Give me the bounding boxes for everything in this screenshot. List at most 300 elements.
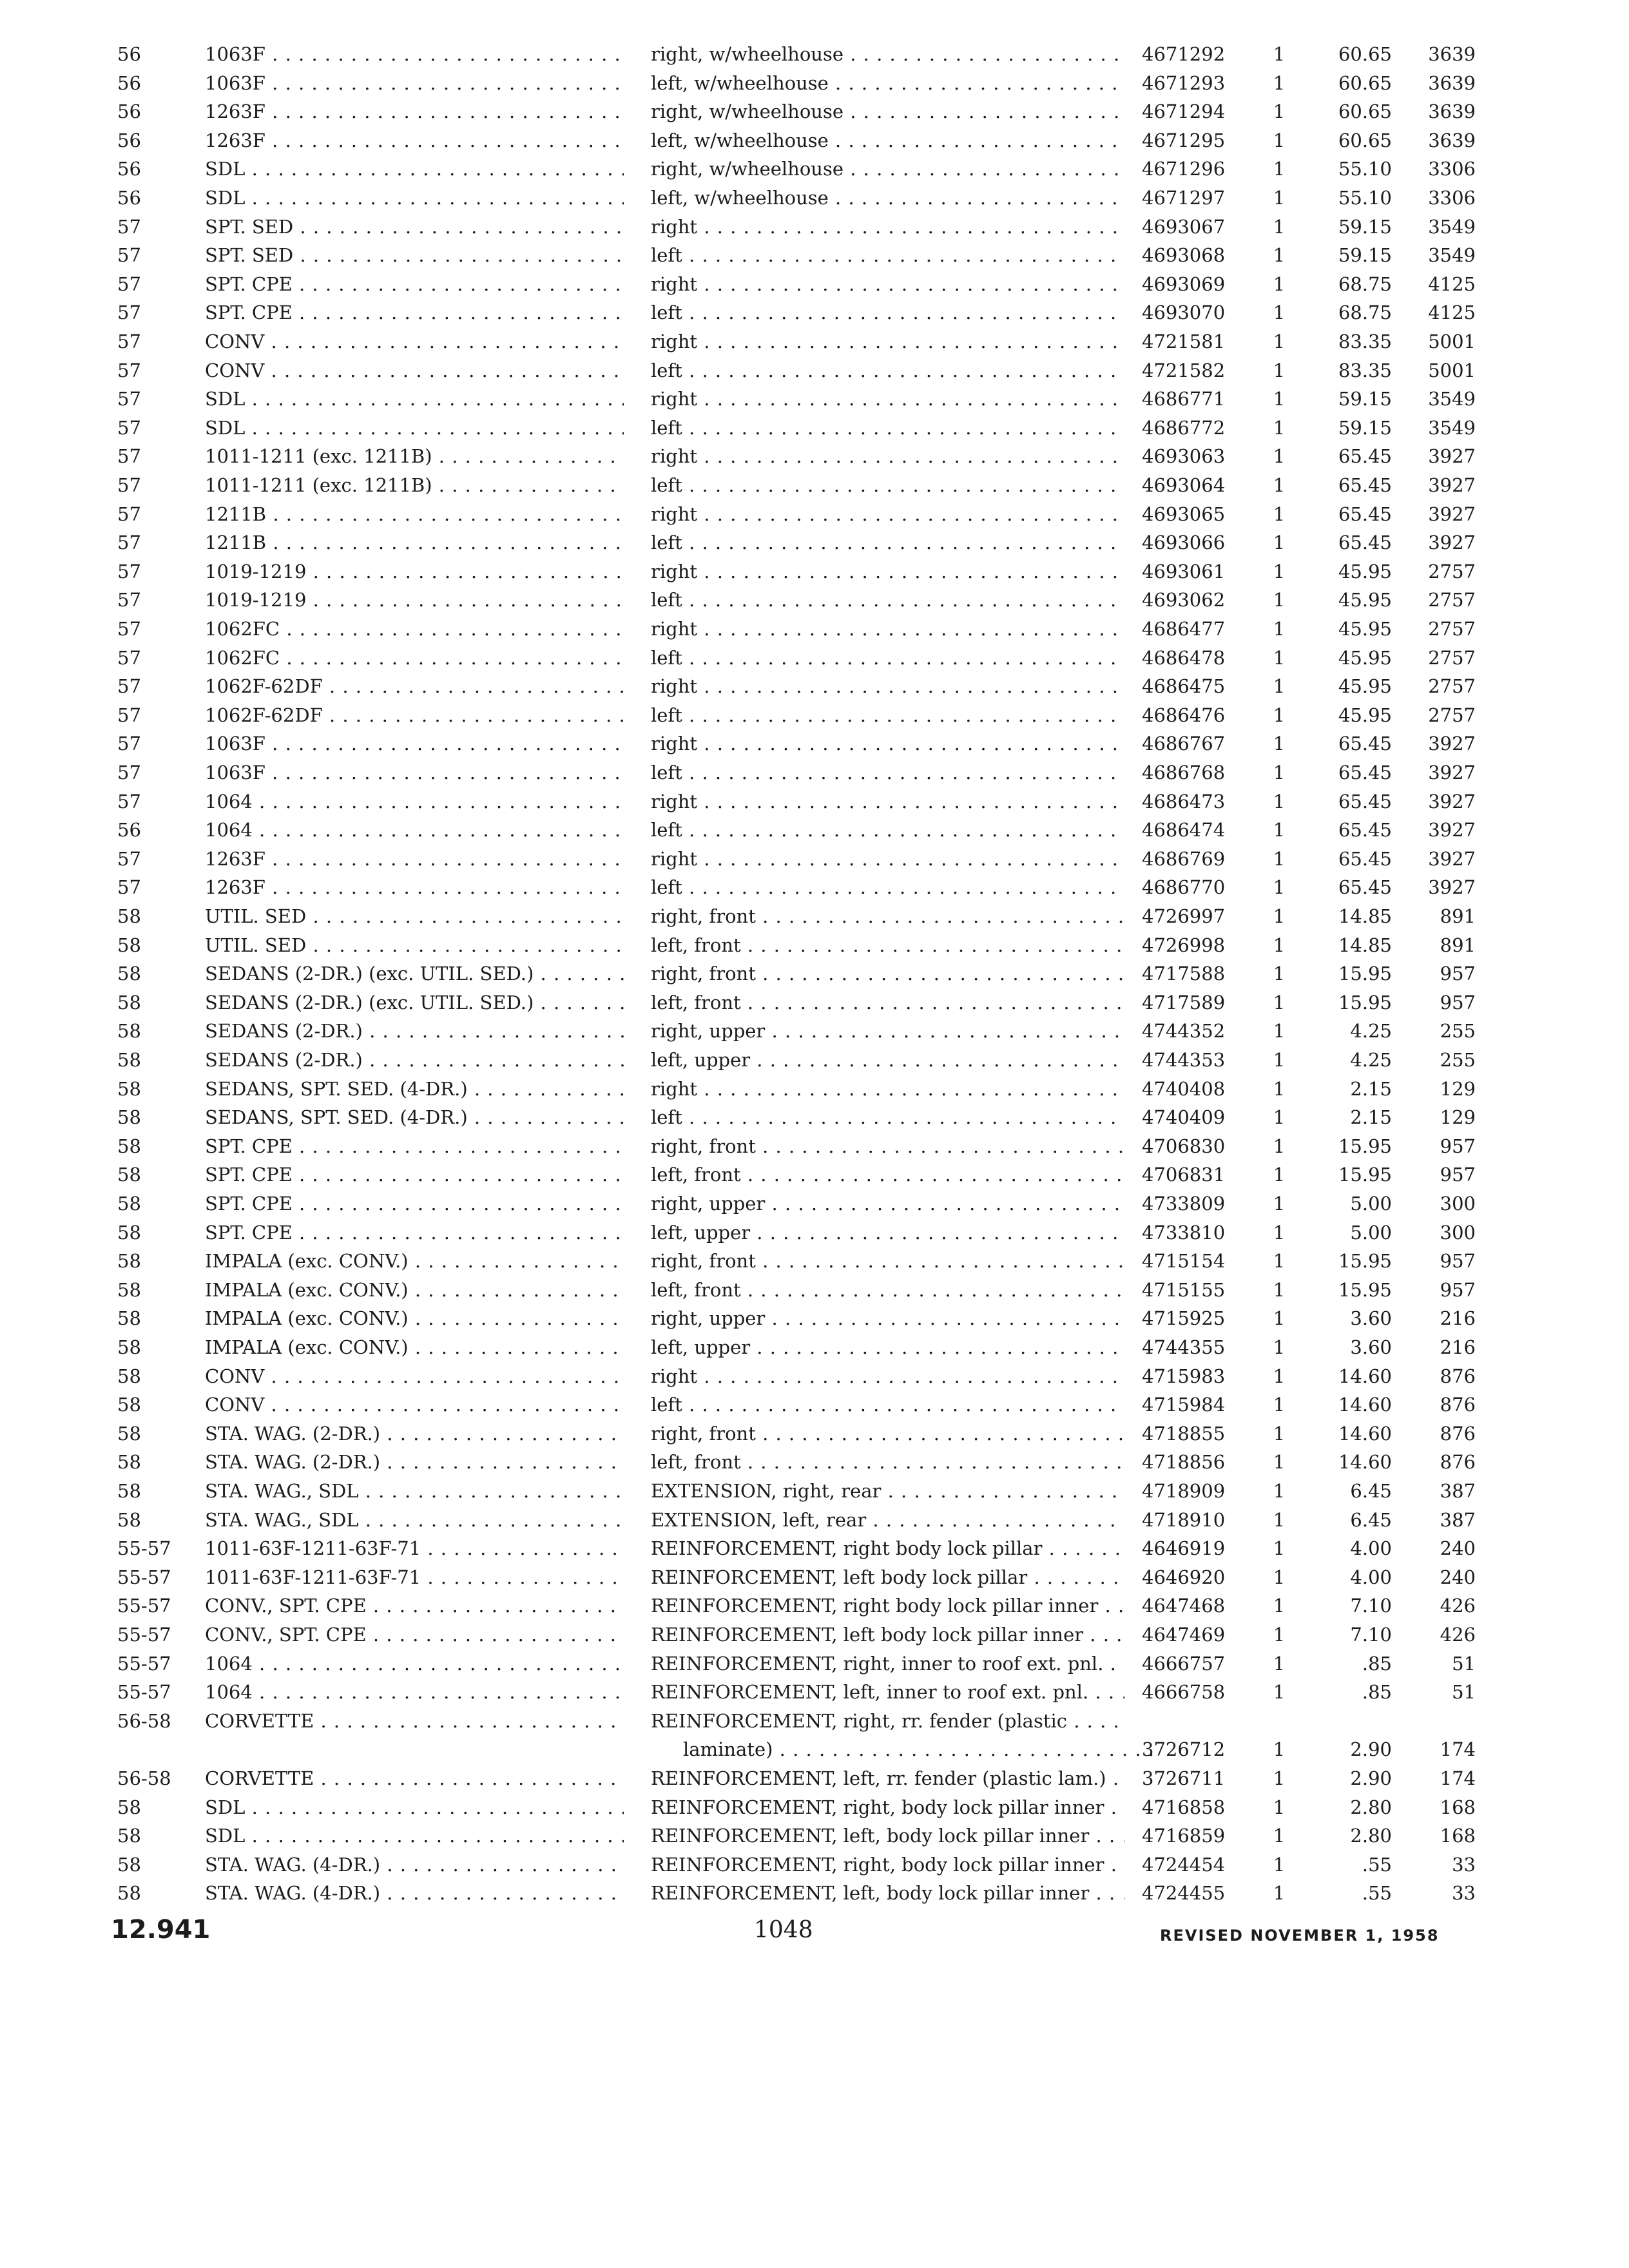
- part-number-cell: 4693066: [1142, 532, 1226, 554]
- quantity-cell: 1: [1273, 675, 1286, 698]
- model-cell: CONV., SPT. CPE . . .: [205, 1620, 624, 1649]
- quantity-cell: 1: [1273, 532, 1286, 554]
- table-row: [0, 1132, 1629, 1160]
- description-cell: right . . .: [651, 787, 1124, 816]
- model-cell: 1011-63F-1211-63F-71 . . .: [205, 1563, 624, 1591]
- description-cell: left . . .: [651, 471, 1124, 499]
- code-cell: 957: [1440, 1250, 1476, 1273]
- quantity-cell: 1: [1273, 1595, 1286, 1617]
- description-cell: left . . .: [651, 414, 1124, 442]
- table-row: [0, 528, 1629, 557]
- code-cell: 168: [1440, 1796, 1476, 1818]
- price-cell: 65.45: [1338, 474, 1392, 496]
- quantity-cell: 1: [1273, 503, 1286, 525]
- code-cell: 957: [1440, 991, 1476, 1014]
- year-cell: 56: [117, 187, 141, 209]
- quantity-cell: 1: [1273, 1193, 1286, 1215]
- model-cell: IMPALA (exc. CONV.) . . .: [205, 1304, 624, 1332]
- year-cell: 56: [117, 101, 141, 123]
- price-cell: 83.35: [1338, 331, 1392, 352]
- code-cell: 3927: [1428, 847, 1476, 870]
- table-row: [0, 69, 1629, 97]
- part-number-cell: 4717589: [1142, 991, 1226, 1014]
- table-row: [0, 1276, 1629, 1304]
- year-cell: 58: [117, 1077, 141, 1100]
- model-cell: 1019-1219 . . .: [205, 557, 624, 586]
- quantity-cell: 1: [1273, 416, 1286, 439]
- model-cell: 1263F . . .: [205, 845, 624, 873]
- year-cell: 57: [117, 618, 141, 640]
- price-cell: 2.15: [1350, 1106, 1392, 1129]
- model-cell: 1064 . . .: [205, 1649, 624, 1678]
- price-cell: .85: [1362, 1652, 1392, 1675]
- model-cell: CORVETTE . . .: [205, 1707, 624, 1735]
- code-cell: 3639: [1428, 43, 1476, 65]
- model-cell: 1062FC . . .: [205, 615, 624, 643]
- part-number-cell: 4706831: [1142, 1164, 1226, 1186]
- table-row: [0, 97, 1629, 126]
- quantity-cell: 1: [1273, 963, 1286, 985]
- quantity-cell: 1: [1273, 474, 1286, 496]
- quantity-cell: 1: [1273, 1135, 1286, 1157]
- part-number-cell: 4671293: [1142, 72, 1226, 94]
- year-cell: 58: [117, 1451, 141, 1474]
- year-cell: 58: [117, 1394, 141, 1416]
- part-number-cell: 4715925: [1142, 1307, 1226, 1330]
- year-cell: 57: [117, 790, 141, 812]
- price-cell: 45.95: [1338, 589, 1392, 611]
- price-cell: 65.45: [1338, 876, 1392, 899]
- table-row: [0, 241, 1629, 269]
- quantity-cell: 1: [1273, 43, 1286, 65]
- quantity-cell: 1: [1273, 273, 1286, 295]
- table-row: [0, 385, 1629, 413]
- year-cell: 57: [117, 646, 141, 669]
- code-cell: 891: [1440, 934, 1476, 956]
- price-cell: 65.45: [1338, 819, 1392, 841]
- description-cell: REINFORCEMENT, left, body lock pillar inner . . .: [651, 1879, 1124, 1907]
- price-cell: 60.65: [1338, 72, 1392, 94]
- quantity-cell: 1: [1273, 1624, 1286, 1646]
- code-cell: 957: [1440, 1135, 1476, 1157]
- part-number-cell: 4715154: [1142, 1250, 1226, 1273]
- year-cell: 56-58: [117, 1767, 171, 1789]
- description-cell: left . . .: [651, 356, 1124, 385]
- code-cell: 216: [1440, 1307, 1476, 1330]
- code-cell: 2757: [1428, 646, 1476, 669]
- model-cell: 1263F . . .: [205, 97, 624, 126]
- description-cell: right, upper . . .: [651, 1304, 1124, 1332]
- year-cell: 55-57: [117, 1652, 171, 1675]
- code-cell: 174: [1440, 1767, 1476, 1789]
- description-cell: left, front . . .: [651, 1276, 1124, 1304]
- price-cell: 14.60: [1338, 1451, 1392, 1474]
- price-cell: 3.60: [1350, 1336, 1392, 1358]
- quantity-cell: 1: [1273, 1882, 1286, 1905]
- table-row: [0, 40, 1629, 68]
- table-row: [0, 298, 1629, 327]
- description-cell: left . . .: [651, 758, 1124, 787]
- description-cell: right . . .: [651, 442, 1124, 470]
- model-cell: CORVETTE . . .: [205, 1764, 624, 1792]
- table-row: [0, 816, 1629, 844]
- year-cell: 57: [117, 675, 141, 698]
- part-number-cell: 4718910: [1142, 1508, 1226, 1531]
- model-cell: IMPALA (exc. CONV.) . . .: [205, 1276, 624, 1304]
- table-row: [0, 787, 1629, 816]
- year-cell: 58: [117, 905, 141, 927]
- table-row: [0, 1850, 1629, 1879]
- part-number-cell: 4686478: [1142, 646, 1226, 669]
- year-cell: 58: [117, 1164, 141, 1186]
- year-cell: 58: [117, 1307, 141, 1330]
- part-number-cell: 3726711: [1142, 1767, 1226, 1789]
- code-cell: 3927: [1428, 733, 1476, 755]
- table-row: [0, 1419, 1629, 1448]
- year-cell: 56: [117, 129, 141, 151]
- quantity-cell: 1: [1273, 847, 1286, 870]
- description-cell: REINFORCEMENT, right body lock pillar . . .: [651, 1534, 1124, 1562]
- price-cell: 60.65: [1338, 43, 1392, 65]
- part-number-cell: 4686771: [1142, 388, 1226, 410]
- model-cell: CONV., SPT. CPE . . .: [205, 1591, 624, 1620]
- model-cell: SDL . . .: [205, 184, 624, 212]
- description-cell: REINFORCEMENT, left, body lock pillar inner . . .: [651, 1821, 1124, 1850]
- table-row: [0, 1793, 1629, 1821]
- quantity-cell: 1: [1273, 129, 1286, 151]
- year-cell: 57: [117, 589, 141, 611]
- model-cell: UTIL. SED . . .: [205, 902, 624, 930]
- model-cell: 1063F . . .: [205, 69, 624, 97]
- table-row: [0, 184, 1629, 212]
- price-cell: 83.35: [1338, 359, 1392, 381]
- quantity-cell: 1: [1273, 1537, 1286, 1560]
- year-cell: 57: [117, 474, 141, 496]
- part-number-cell: 4686476: [1142, 704, 1226, 726]
- code-cell: 3927: [1428, 445, 1476, 468]
- page-number: 1048: [754, 1917, 813, 1943]
- code-cell: 876: [1440, 1365, 1476, 1387]
- quantity-cell: 1: [1273, 762, 1286, 783]
- price-cell: 60.65: [1338, 129, 1392, 151]
- price-cell: 68.75: [1338, 273, 1392, 295]
- code-cell: 3549: [1428, 215, 1476, 238]
- code-cell: 2757: [1428, 618, 1476, 640]
- code-cell: 2757: [1428, 589, 1476, 611]
- price-cell: 6.45: [1350, 1508, 1392, 1531]
- price-cell: 68.75: [1338, 302, 1392, 324]
- price-cell: 2.90: [1350, 1767, 1392, 1789]
- part-number-cell: 3726712: [1142, 1738, 1226, 1761]
- quantity-cell: 1: [1273, 560, 1286, 582]
- description-cell: right . . .: [651, 270, 1124, 298]
- code-cell: 3639: [1428, 129, 1476, 151]
- year-cell: 58: [117, 1336, 141, 1358]
- price-cell: 45.95: [1338, 646, 1392, 669]
- part-number-cell: 4646919: [1142, 1537, 1226, 1560]
- price-cell: 45.95: [1338, 675, 1392, 698]
- part-number-cell: 4721582: [1142, 359, 1226, 381]
- quantity-cell: 1: [1273, 1652, 1286, 1675]
- description-cell: right, w/wheelhouse . . .: [651, 97, 1124, 126]
- table-row: [0, 1620, 1629, 1649]
- quantity-cell: 1: [1273, 1336, 1286, 1358]
- part-number-cell: 4686769: [1142, 847, 1226, 870]
- year-cell: 58: [117, 1365, 141, 1387]
- quantity-cell: 1: [1273, 1106, 1286, 1129]
- model-cell: STA. WAG. (2-DR.) . . .: [205, 1419, 624, 1448]
- description-cell: left, w/wheelhouse . . .: [651, 126, 1124, 155]
- description-cell: right . . .: [651, 1362, 1124, 1390]
- model-cell: 1062F-62DF . . .: [205, 701, 624, 729]
- year-cell: 57: [117, 416, 141, 439]
- description-cell: left, front . . .: [651, 988, 1124, 1017]
- part-number-cell: 4693067: [1142, 215, 1226, 238]
- code-cell: 255: [1440, 1020, 1476, 1043]
- table-row: [0, 758, 1629, 787]
- year-cell: 58: [117, 1250, 141, 1273]
- quantity-cell: 1: [1273, 1221, 1286, 1244]
- price-cell: 14.60: [1338, 1422, 1392, 1445]
- price-cell: 59.15: [1338, 244, 1392, 267]
- model-cell: 1064 . . .: [205, 787, 624, 816]
- year-cell: 57: [117, 215, 141, 238]
- description-cell: REINFORCEMENT, right body lock pillar inner . . .: [651, 1591, 1124, 1620]
- table-row: [0, 1103, 1629, 1131]
- part-number-cell: 4724455: [1142, 1882, 1226, 1905]
- model-cell: SPT. CPE . . .: [205, 1132, 624, 1160]
- price-cell: 15.95: [1338, 1250, 1392, 1273]
- table-row: [0, 356, 1629, 385]
- code-cell: 3306: [1428, 158, 1476, 180]
- part-number-cell: 4686768: [1142, 762, 1226, 783]
- code-cell: 255: [1440, 1049, 1476, 1071]
- year-cell: 57: [117, 560, 141, 582]
- part-number-cell: 4693064: [1142, 474, 1226, 496]
- year-cell: 57: [117, 331, 141, 352]
- code-cell: 174: [1440, 1738, 1476, 1761]
- quantity-cell: 1: [1273, 733, 1286, 755]
- price-cell: 15.95: [1338, 963, 1392, 985]
- code-cell: 300: [1440, 1193, 1476, 1215]
- code-cell: 3927: [1428, 876, 1476, 899]
- model-cell: 1263F . . .: [205, 873, 624, 901]
- description-cell: left . . .: [651, 241, 1124, 269]
- code-cell: 891: [1440, 905, 1476, 927]
- price-cell: 5.00: [1350, 1193, 1392, 1215]
- year-cell: 58: [117, 1106, 141, 1129]
- price-cell: 3.60: [1350, 1307, 1392, 1330]
- model-cell: 1063F . . .: [205, 729, 624, 758]
- quantity-cell: 1: [1273, 101, 1286, 123]
- price-cell: 45.95: [1338, 560, 1392, 582]
- table-row: [0, 672, 1629, 700]
- price-cell: 65.45: [1338, 445, 1392, 468]
- year-cell: 58: [117, 1825, 141, 1847]
- year-cell: 57: [117, 359, 141, 381]
- year-cell: 58: [117, 1049, 141, 1071]
- description-cell: left . . .: [651, 1390, 1124, 1419]
- table-row: [0, 729, 1629, 758]
- part-number-cell: 4647469: [1142, 1624, 1226, 1646]
- code-cell: 51: [1452, 1681, 1476, 1704]
- description-cell: right . . .: [651, 672, 1124, 700]
- description-cell: REINFORCEMENT, right, inner to roof ext. pnl. . . .: [651, 1649, 1124, 1678]
- model-cell: UTIL. SED . . .: [205, 931, 624, 959]
- table-row: [0, 615, 1629, 643]
- table-row: [0, 1678, 1629, 1706]
- price-cell: 7.10: [1350, 1624, 1392, 1646]
- price-cell: .55: [1362, 1853, 1392, 1876]
- table-row: [0, 1390, 1629, 1419]
- year-cell: 57: [117, 762, 141, 783]
- quantity-cell: 1: [1273, 876, 1286, 899]
- price-cell: 2.80: [1350, 1825, 1392, 1847]
- price-cell: 15.95: [1338, 1278, 1392, 1301]
- price-cell: 15.95: [1338, 1135, 1392, 1157]
- model-cell: CONV . . .: [205, 1362, 624, 1390]
- year-cell: 58: [117, 963, 141, 985]
- price-cell: 65.45: [1338, 503, 1392, 525]
- description-cell: right, upper . . .: [651, 1017, 1124, 1045]
- quantity-cell: 1: [1273, 1077, 1286, 1100]
- model-cell: SEDANS (2-DR.) (exc. UTIL. SED.) . . .: [205, 988, 624, 1017]
- model-cell: SDL . . .: [205, 414, 624, 442]
- quantity-cell: 1: [1273, 1480, 1286, 1502]
- model-cell: STA. WAG., SDL . . .: [205, 1477, 624, 1505]
- part-number-cell: 4718856: [1142, 1451, 1226, 1474]
- code-cell: 2757: [1428, 704, 1476, 726]
- price-cell: 7.10: [1350, 1595, 1392, 1617]
- description-cell: left, upper . . .: [651, 1218, 1124, 1247]
- description-cell: right, front . . .: [651, 1419, 1124, 1448]
- model-cell: 1211B . . .: [205, 528, 624, 557]
- year-cell: 58: [117, 1796, 141, 1818]
- price-cell: 4.25: [1350, 1049, 1392, 1071]
- code-cell: 3639: [1428, 72, 1476, 94]
- part-number-cell: 4721581: [1142, 331, 1226, 352]
- part-number-cell: 4733809: [1142, 1193, 1226, 1215]
- year-cell: 58: [117, 1221, 141, 1244]
- model-cell: SEDANS (2-DR.) (exc. UTIL. SED.) . . .: [205, 959, 624, 988]
- part-number-cell: 4717588: [1142, 963, 1226, 985]
- quantity-cell: 1: [1273, 991, 1286, 1014]
- description-cell: right . . .: [651, 615, 1124, 643]
- part-number-cell: 4744355: [1142, 1336, 1226, 1358]
- table-row: [0, 557, 1629, 586]
- quantity-cell: 1: [1273, 1681, 1286, 1704]
- part-number-cell: 4726997: [1142, 905, 1226, 927]
- description-cell: right, w/wheelhouse . . .: [651, 155, 1124, 183]
- quantity-cell: 1: [1273, 646, 1286, 669]
- table-row: [0, 1591, 1629, 1620]
- part-number-cell: 4716859: [1142, 1825, 1226, 1847]
- model-cell: CONV . . .: [205, 1390, 624, 1419]
- table-row: [0, 1879, 1629, 1907]
- year-cell: 55-57: [117, 1566, 171, 1588]
- description-cell: left, upper . . .: [651, 1333, 1124, 1361]
- code-cell: 3549: [1428, 244, 1476, 267]
- year-cell: 55-57: [117, 1537, 171, 1560]
- part-number-cell: 4686477: [1142, 618, 1226, 640]
- table-row: [0, 1735, 1629, 1763]
- price-cell: 14.85: [1338, 934, 1392, 956]
- part-number-cell: 4744352: [1142, 1020, 1226, 1043]
- model-cell: SPT. SED . . .: [205, 241, 624, 269]
- model-cell: STA. WAG., SDL . . .: [205, 1506, 624, 1534]
- year-cell: 56: [117, 819, 141, 841]
- quantity-cell: 1: [1273, 905, 1286, 927]
- price-cell: 14.85: [1338, 905, 1392, 927]
- price-cell: 6.45: [1350, 1480, 1392, 1502]
- description-cell: left . . .: [651, 644, 1124, 672]
- year-cell: 56: [117, 43, 141, 65]
- table-row: [0, 586, 1629, 614]
- year-cell: 57: [117, 445, 141, 468]
- model-cell: IMPALA (exc. CONV.) . . .: [205, 1333, 624, 1361]
- quantity-cell: 1: [1273, 1508, 1286, 1531]
- part-number-cell: 4744353: [1142, 1049, 1226, 1071]
- table-row: [0, 1046, 1629, 1074]
- price-cell: 5.00: [1350, 1221, 1392, 1244]
- table-row: [0, 1563, 1629, 1591]
- table-row: [0, 1333, 1629, 1361]
- model-cell: SDL . . .: [205, 155, 624, 183]
- part-number-cell: 4686475: [1142, 675, 1226, 698]
- model-cell: SDL . . .: [205, 1821, 624, 1850]
- quantity-cell: 1: [1273, 244, 1286, 267]
- description-cell: right, front . . .: [651, 959, 1124, 988]
- part-number-cell: 4715984: [1142, 1394, 1226, 1416]
- year-cell: 57: [117, 876, 141, 899]
- description-cell: REINFORCEMENT, left, rr. fender (plastic lam.) . . .: [651, 1764, 1124, 1792]
- model-cell: SPT. CPE . . .: [205, 270, 624, 298]
- table-row: [0, 155, 1629, 183]
- price-cell: 4.00: [1350, 1566, 1392, 1588]
- part-number-cell: 4718855: [1142, 1422, 1226, 1445]
- model-cell: SPT. CPE . . .: [205, 1189, 624, 1218]
- description-cell: REINFORCEMENT, left body lock pillar . . .: [651, 1563, 1124, 1591]
- code-cell: 387: [1440, 1480, 1476, 1502]
- quantity-cell: 1: [1273, 790, 1286, 812]
- part-number-cell: 4715983: [1142, 1365, 1226, 1387]
- description-cell: REINFORCEMENT, left, inner to roof ext. pnl. . . .: [651, 1678, 1124, 1706]
- price-cell: 4.00: [1350, 1537, 1392, 1560]
- code-cell: 2757: [1428, 675, 1476, 698]
- table-row: [0, 1764, 1629, 1792]
- description-cell: right . . .: [651, 327, 1124, 356]
- description-cell: right . . .: [651, 845, 1124, 873]
- part-number-cell: 4724454: [1142, 1853, 1226, 1876]
- year-cell: 56-58: [117, 1709, 171, 1732]
- code-cell: 2757: [1428, 560, 1476, 582]
- part-number-cell: 4715155: [1142, 1278, 1226, 1301]
- quantity-cell: 1: [1273, 819, 1286, 841]
- quantity-cell: 1: [1273, 1394, 1286, 1416]
- year-cell: 58: [117, 1020, 141, 1043]
- year-cell: 57: [117, 244, 141, 267]
- code-cell: 3549: [1428, 388, 1476, 410]
- part-number-cell: 4733810: [1142, 1221, 1226, 1244]
- code-cell: 33: [1452, 1853, 1476, 1876]
- price-cell: 59.15: [1338, 215, 1392, 238]
- price-cell: 59.15: [1338, 388, 1392, 410]
- description-cell: laminate) . . .: [683, 1735, 1157, 1763]
- quantity-cell: 1: [1273, 445, 1286, 468]
- quantity-cell: 1: [1273, 331, 1286, 352]
- description-cell: left, w/wheelhouse . . .: [651, 69, 1124, 97]
- table-row: [0, 1189, 1629, 1218]
